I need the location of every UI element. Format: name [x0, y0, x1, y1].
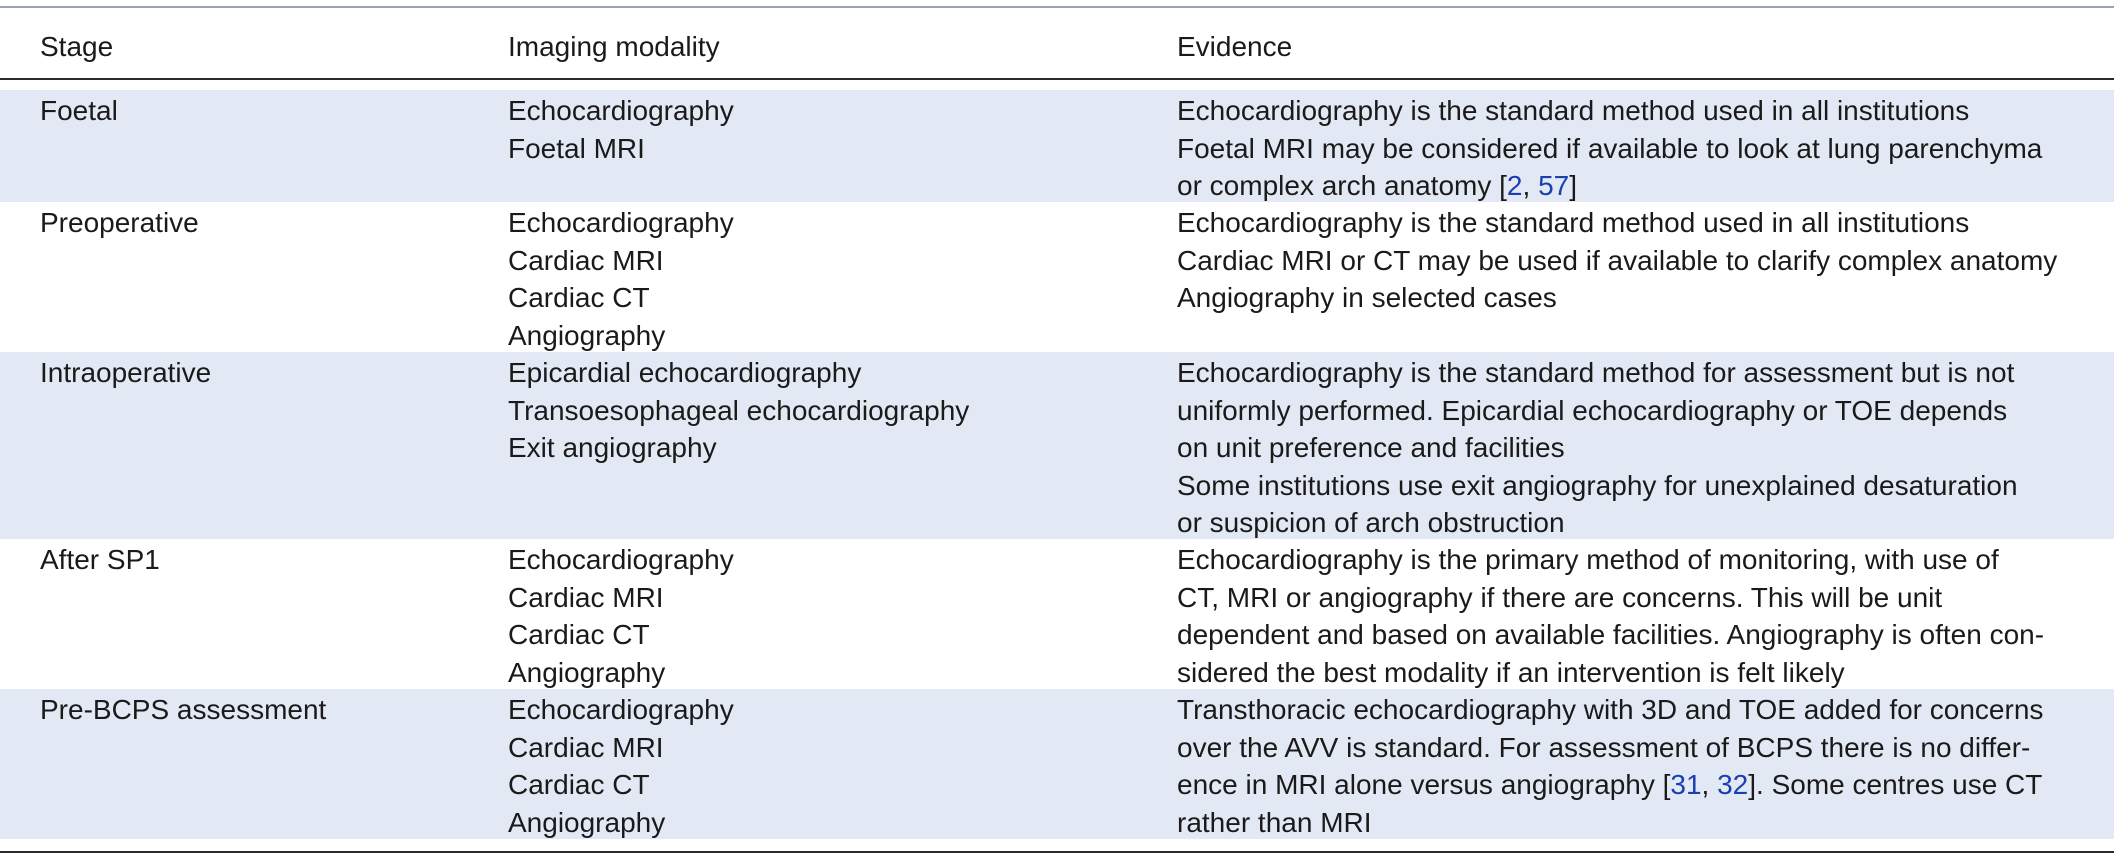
stage-cell: After SP1 — [40, 544, 160, 575]
table-row — [0, 90, 2114, 202]
header-stage: Stage — [40, 31, 114, 62]
stage-cell: Pre-BCPS assessment — [40, 694, 327, 725]
header-evidence: Evidence — [1177, 31, 1293, 62]
reference-link[interactable]: 57 — [1538, 170, 1570, 201]
evidence-cell: Transthoracic echocardiography with 3D and TOE added for concerns over the AVV is standard. For assessment of BCPS there is no differ- ence in MRI alone versus angiography [31, 32]. Some centres use CT rather than MRI — [1177, 694, 2044, 838]
modality-cell: Echocardiography Cardiac MRI Cardiac CT Angiography — [508, 694, 734, 838]
table-header — [0, 8, 2114, 80]
modality-cell: Echocardiography Cardiac MRI Cardiac CT Angiography — [508, 207, 734, 351]
stage-cell: Foetal — [40, 95, 118, 126]
modality-cell: Epicardial echocardiography Transoesophageal echocardiography Exit angiography — [508, 357, 970, 463]
imaging-table — [0, 8, 2114, 839]
header-imaging-modality: Imaging modality — [508, 31, 720, 62]
reference-link[interactable]: 32 — [1717, 769, 1749, 800]
reference-link[interactable]: 2 — [1506, 170, 1523, 201]
evidence-cell: Echocardiography is the primary method of monitoring, with use of CT, MRI or angiography if there are concerns. This will be unit dependent and based on available facilities. Angiography is often con- sidered the best modality if an intervention is felt likely — [1177, 544, 2045, 688]
evidence-cell: Echocardiography is the standard method for assessment but is not uniformly performed. Epicardial echocardiography or TOE depends on unit preference and facilities Some institutions use exit angiography for unexplained desaturation or suspicion of arch obstruction — [1177, 357, 2018, 538]
table-row — [0, 202, 2114, 352]
modality-cell: Echocardiography Foetal MRI — [508, 95, 734, 164]
stage-cell: Intraoperative — [40, 357, 212, 388]
evidence-cell: Echocardiography is the standard method used in all institutions Foetal MRI may be considered if available to look at lung parenchyma or complex arch anatomy [2, 57] — [1177, 95, 2043, 201]
bottom-rule — [0, 851, 2114, 853]
table-row — [0, 689, 2114, 839]
table-row — [0, 539, 2114, 689]
evidence-cell: Echocardiography is the standard method used in all institutions Cardiac MRI or CT may be used if available to clarify complex anatomy Angiography in selected cases — [1177, 207, 2058, 313]
reference-link[interactable]: 31 — [1670, 769, 1702, 800]
modality-cell: Echocardiography Cardiac MRI Cardiac CT Angiography — [508, 544, 734, 688]
table-row — [0, 352, 2114, 539]
stage-cell: Preoperative — [40, 207, 199, 238]
